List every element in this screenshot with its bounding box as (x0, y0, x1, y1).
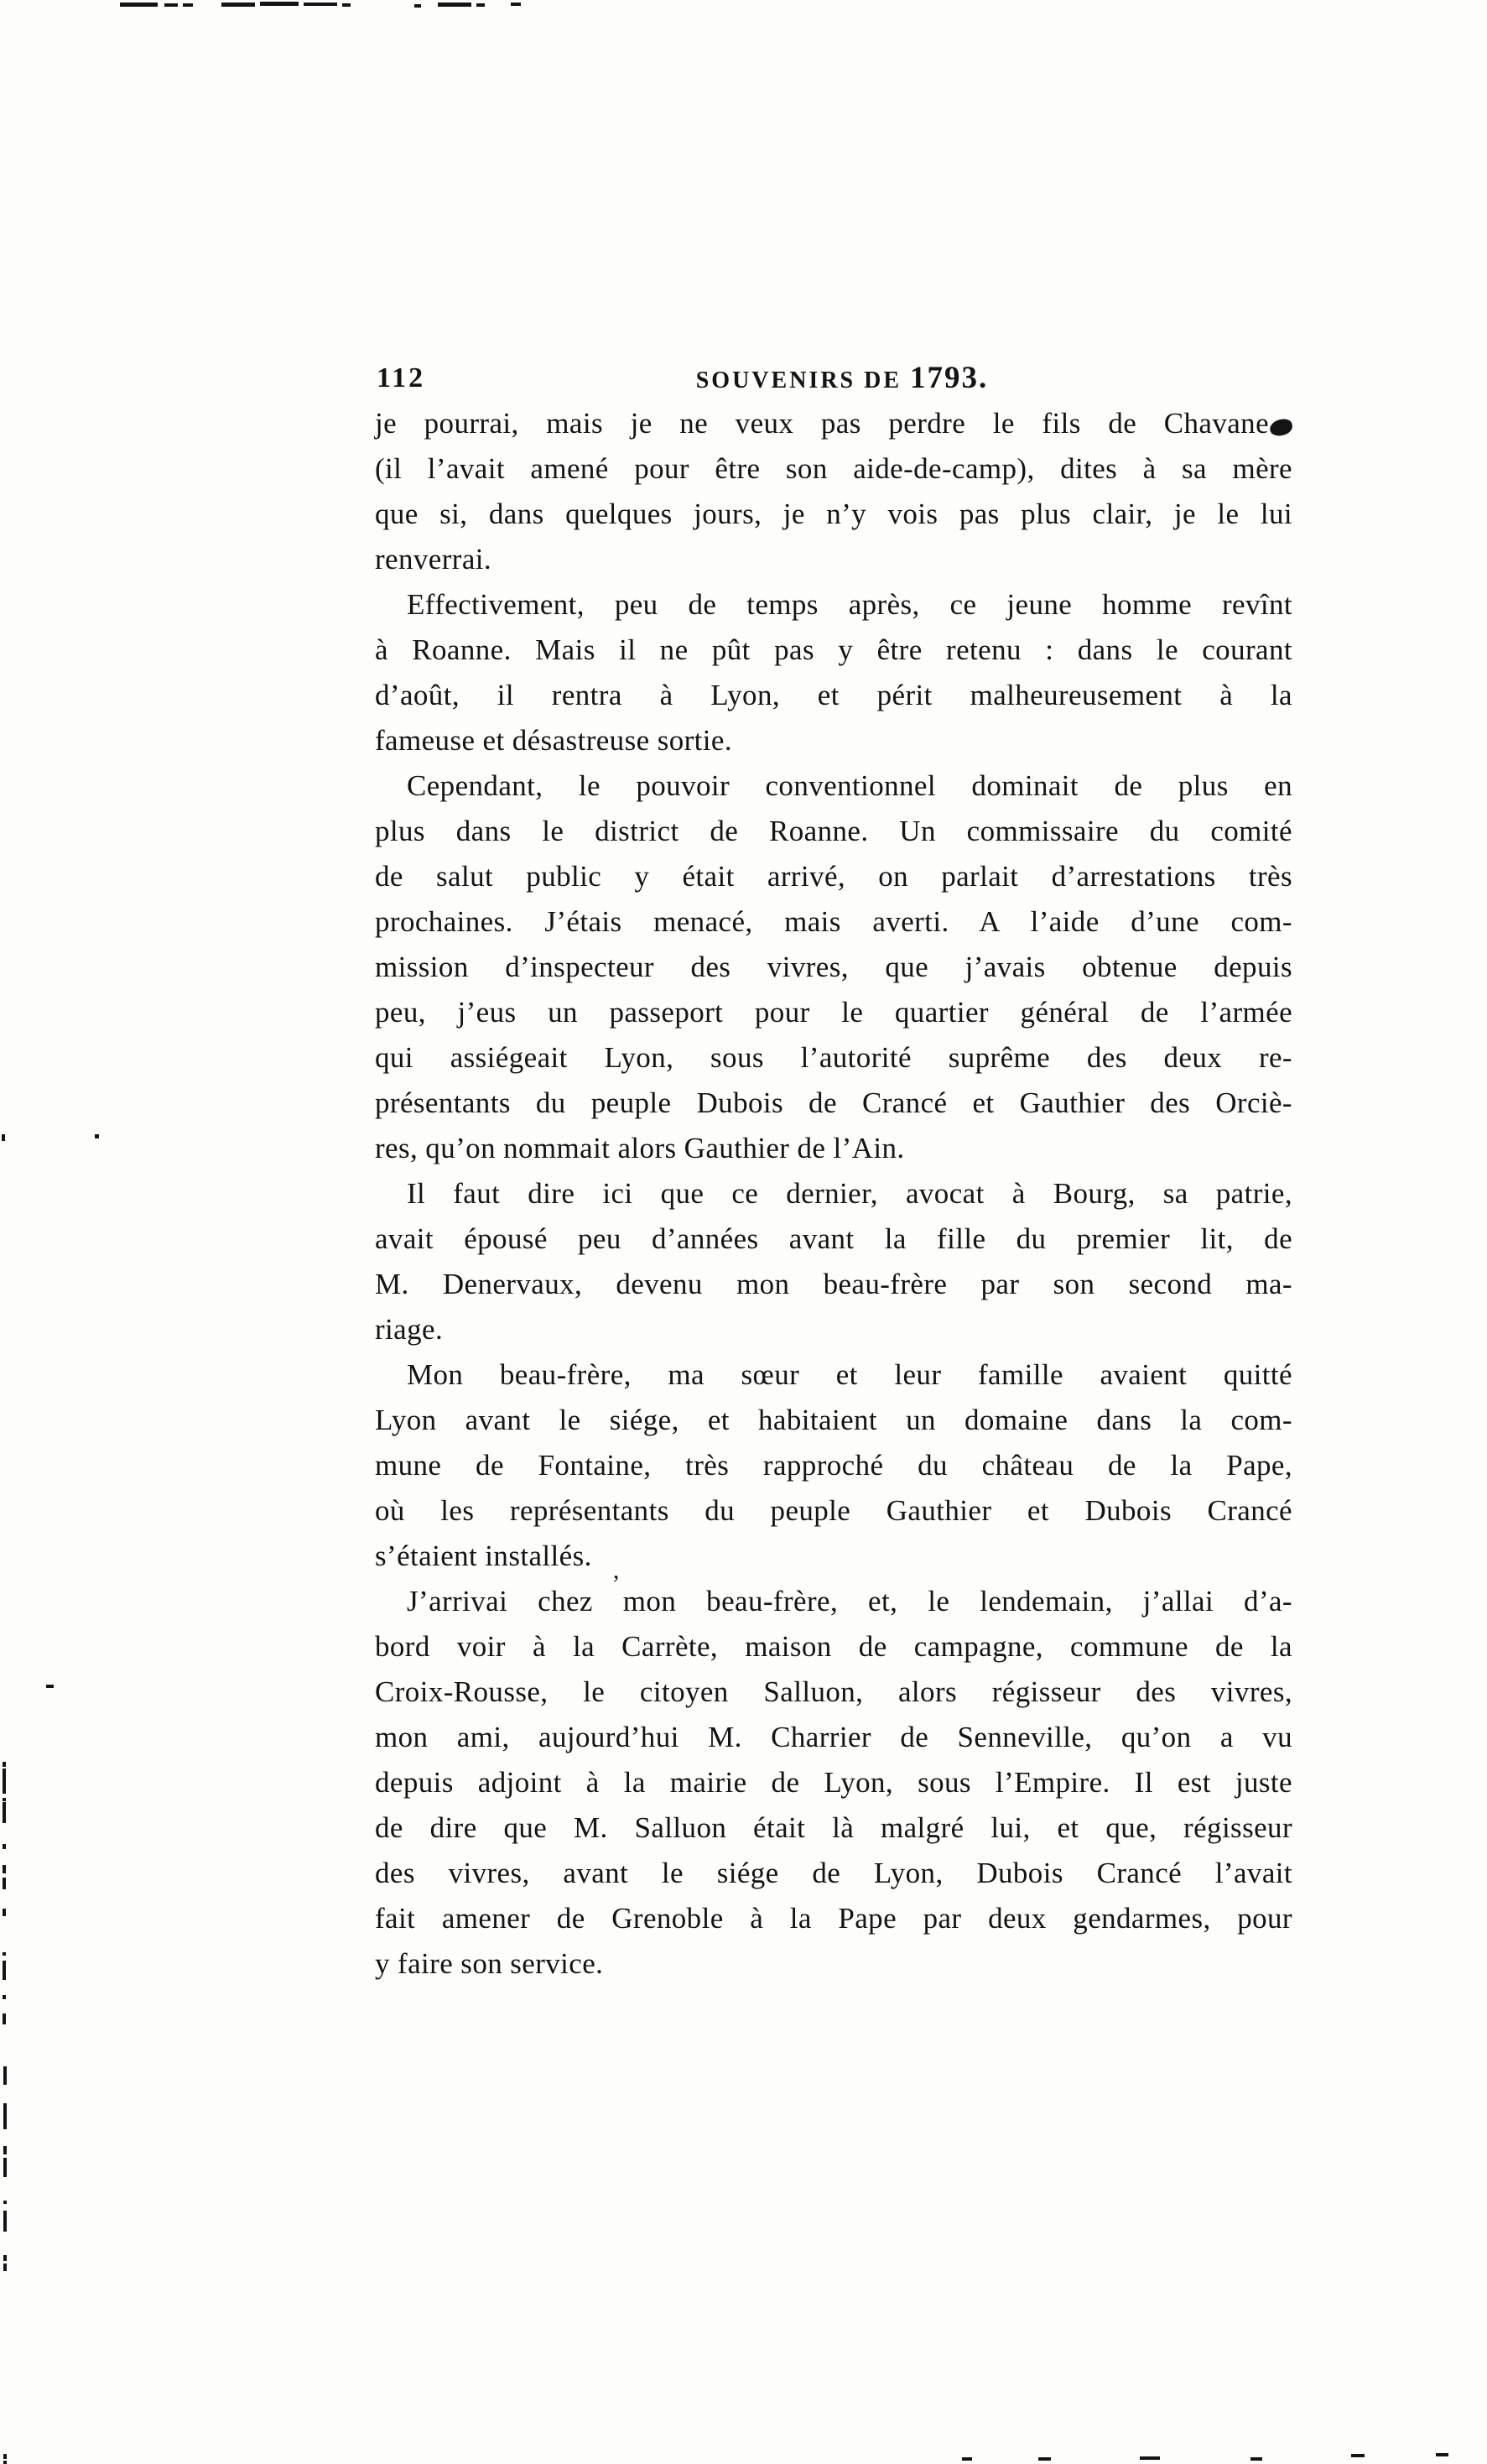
text-line: J’arrivai chez mon beau-frère, et, le lendemain, j’allai d’a- (407, 1585, 1292, 1617)
text-line: s’étaient installés. , (375, 1539, 620, 1584)
text-line: qui assiégeait Lyon, sous l’autorité suprême des deux re- (375, 1041, 1292, 1074)
text-line: plus dans le district de Roanne. Un commissaire du comité (375, 815, 1292, 847)
left-tick-artifact (3, 1844, 6, 1849)
speck-artifact (95, 1134, 99, 1138)
left-tick-artifact (3, 1878, 6, 1889)
text-line: d’août, il rentra à Lyon, et périt malheureusement à la (375, 679, 1292, 711)
text-line: bord voir à la Carrète, maison de campagne, commune de la (375, 1630, 1292, 1663)
left-tick-artifact (3, 2461, 7, 2464)
text-line: mission d’inspecteur des vivres, que j’avais obtenue depuis (375, 951, 1292, 983)
left-tick-artifact (3, 2255, 7, 2261)
bottom-dash-artifact (1351, 2454, 1365, 2457)
top-dash-artifact (476, 3, 485, 7)
top-dash-artifact (120, 3, 158, 7)
left-tick-artifact (3, 2263, 7, 2271)
text-line: fait amener de Grenoble à la Pape par deux gendarmes, pour (375, 1902, 1292, 1935)
left-tick-artifact (3, 2158, 7, 2177)
text-line: de dire que M. Salluon était là malgré lui, et que, régisseur (375, 1811, 1292, 1844)
left-tick-artifact (3, 1798, 6, 1801)
text-line: depuis adjoint à la mairie de Lyon, sous l’Empire. Il est juste (375, 1766, 1292, 1799)
bottom-dash-artifact (1140, 2456, 1160, 2460)
bottom-dash-artifact (1436, 2453, 1448, 2456)
text-line: y faire son service. (375, 1947, 604, 1980)
left-tick-artifact (3, 1769, 6, 1794)
left-tick-artifact (3, 1762, 6, 1767)
top-dash-artifact (304, 3, 337, 6)
left-tick-artifact (3, 2201, 7, 2204)
top-dash-artifact (342, 3, 351, 7)
top-dash-artifact (414, 4, 421, 8)
text-line: Mon beau-frère, ma sœur et leur famille avaient quitté (407, 1358, 1292, 1391)
left-tick-artifact (3, 1865, 6, 1873)
running-title (383, 356, 1301, 407)
text-line: mune de Fontaine, très rapproché du château de la Pape, (375, 1449, 1292, 1482)
text-line: prochaines. J’étais menacé, mais averti. A l’aide d’une com- (375, 905, 1292, 938)
text-line: fameuse et désastreuse sortie. (375, 724, 733, 757)
text-line: que si, dans quelques jours, je n’y vois pas plus clair, je le lui (375, 497, 1292, 530)
text-line: où les représentants du peuple Gauthier et Dubois Crancé (375, 1494, 1292, 1527)
top-dash-artifact (221, 3, 255, 7)
left-tick-artifact (3, 1961, 6, 1980)
top-dash-artifact (438, 3, 471, 7)
running-title-text: SOUVENIRS DE (695, 367, 902, 393)
text-line: Croix-Rousse, le citoyen Salluon, alors régisseur des vivres, (375, 1675, 1292, 1708)
text-line: mon ami, aujourd’hui M. Charrier de Senneville, qu’on a vu (375, 1721, 1292, 1753)
text-line: présentants du peuple Dubois de Crancé et Gauthier des Orciè- (375, 1086, 1292, 1119)
left-tick-artifact (3, 2454, 7, 2459)
top-dash-artifact (511, 3, 521, 6)
bottom-dash-artifact (962, 2457, 972, 2461)
left-tick-artifact (3, 1909, 6, 1916)
text-line: (il l’avait amené pour être son aide-de-camp), dites à sa mère (375, 452, 1292, 485)
left-tick-artifact (3, 2103, 7, 2129)
text-line: Effectivement, peu de temps après, ce jeune homme revînt (407, 588, 1292, 621)
left-tick-artifact (2, 1134, 5, 1141)
top-dash-artifact (260, 2, 299, 6)
running-title-year: 1793. (910, 361, 989, 395)
left-tick-artifact (3, 2146, 7, 2154)
text-line: de salut public y était arrivé, on parlait d’arrestations très (375, 860, 1292, 893)
page-number: 112 (377, 362, 426, 393)
text-line: des vivres, avant le siége de Lyon, Dubois Crancé l’avait (375, 1857, 1292, 1889)
bottom-dash-artifact (1038, 2457, 1051, 2461)
text-line: à Roanne. Mais il ne pût pas y être retenu : dans le courant (375, 633, 1292, 666)
text-line: res, qu’on nommait alors Gauthier de l’Ain. (375, 1132, 905, 1164)
text-line: riage. (375, 1313, 444, 1346)
left-tick-artifact (3, 2066, 7, 2085)
left-tick-artifact (3, 1995, 6, 1999)
left-tick-artifact (3, 1952, 6, 1956)
left-tick-artifact (3, 1802, 6, 1823)
text-line: Il faut dire ici que ce dernier, avocat à Bourg, sa patrie, (407, 1177, 1292, 1210)
left-tick-artifact (3, 2211, 7, 2232)
text-line: M. Denervaux, devenu mon beau-frère par son second ma- (375, 1268, 1292, 1300)
text-line: Lyon avant le siége, et habitaient un domaine dans la com- (375, 1404, 1292, 1436)
ink-blot (1269, 418, 1294, 437)
left-tick-artifact (3, 2013, 6, 2024)
top-dash-artifact (183, 3, 193, 7)
text-line: peu, j’eus un passeport pour le quartier général de l’armée (375, 996, 1292, 1029)
text-line: avait épousé peu d’années avant la fille du premier lit, de (375, 1222, 1292, 1255)
text-line: je pourrai, mais je ne veux pas perdre le fils de Chavane (375, 401, 1292, 446)
speck-artifact (46, 1685, 54, 1688)
text-line: Cependant, le pouvoir conventionnel dominait de plus en (407, 769, 1292, 802)
bottom-dash-artifact (1250, 2457, 1262, 2461)
page-text (375, 401, 1292, 1987)
text-line: renverrai. (375, 543, 492, 576)
page-header (375, 356, 1292, 401)
top-dash-artifact (164, 3, 178, 7)
